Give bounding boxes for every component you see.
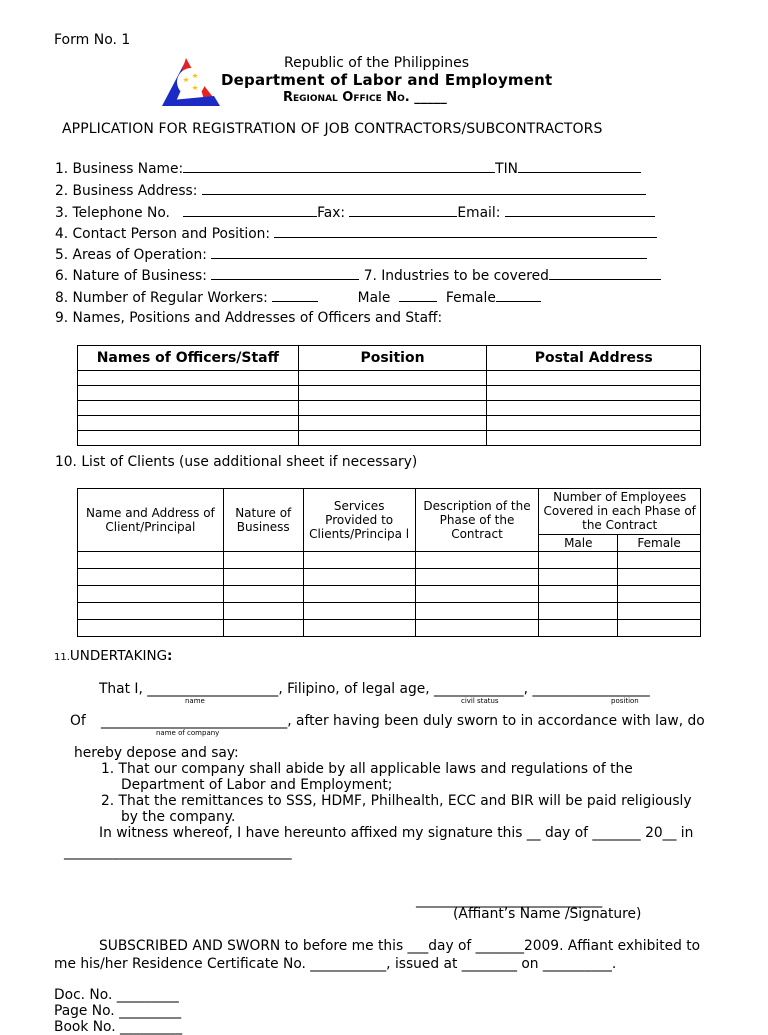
table-cell[interactable] [223,552,303,569]
table-row [78,401,701,416]
table-cell[interactable] [415,586,539,603]
table-row [78,603,701,620]
clients-header-row [78,489,701,535]
table-cell[interactable] [487,386,701,401]
col-header-female: Female [618,534,701,551]
page-no: Page No. _________ [54,1003,182,1019]
undertaking-item-2b: by the company. [121,809,236,825]
table-cell[interactable] [298,371,487,386]
field-business-address: 2. Business Address: [55,182,646,199]
table-cell[interactable] [303,552,415,569]
undertaking-line-1: That I, ___________________, Filipino, of legal age, _____________, _________________ [99,681,650,697]
undertaking-heading: 11.UNDERTAKING: [54,648,173,664]
table-row [78,586,701,603]
col-header-male: Male [539,534,618,551]
table-cell[interactable] [298,431,487,446]
table-cell[interactable] [415,620,539,637]
table-cell[interactable] [487,416,701,431]
table-cell[interactable] [539,620,618,637]
signature-caption: (Affiant’s Name /Signature) [453,906,642,922]
table-cell[interactable] [78,416,299,431]
table-cell[interactable] [487,401,701,416]
table-cell[interactable] [303,620,415,637]
table-cell[interactable] [539,603,618,620]
table-cell[interactable] [78,552,224,569]
table-row [78,431,701,446]
doc-no: Doc. No. _________ [54,987,179,1003]
field-nature-of-business: 6. Nature of Business: 7. Industries to be covered [55,267,661,284]
table-cell[interactable] [223,569,303,586]
table-cell[interactable] [78,569,224,586]
undertaking-witness: In witness whereof, I have hereunto affixed my signature this __ day of _______ 20__ in [99,825,694,841]
clients-label: 10. List of Clients (use additional sheet if necessary) [55,454,418,470]
field-business-name: 1. Business Name: TIN [55,160,641,177]
table-row [78,552,701,569]
table-row [78,620,701,637]
caption-company: name of company [156,729,220,737]
book-no: Book No. _________ [54,1019,183,1035]
table-cell[interactable] [298,386,487,401]
republic-text: Republic of the Philippines [284,55,470,71]
table-cell[interactable] [618,586,701,603]
table-cell[interactable] [487,371,701,386]
table-cell[interactable] [303,603,415,620]
undertaking-of: Of [70,713,86,729]
form-number: Form No. 1 [54,32,131,48]
table-cell[interactable] [487,431,701,446]
clients-table [77,488,701,637]
table-row [78,371,701,386]
table-cell[interactable] [303,569,415,586]
undertaking-line-2: ___________________________, after having been duly sworn to in accordance with law, do [101,713,705,729]
table-row [78,416,701,431]
table-cell[interactable] [223,586,303,603]
table-cell[interactable] [298,416,487,431]
field-contact-person: 4. Contact Person and Position: [55,225,657,242]
table-cell[interactable] [78,431,299,446]
col-header-client-name: Name and Address of Client/Principal [78,489,224,552]
jurat-line-1: SUBSCRIBED AND SWORN to before me this ___day of _______2009. Affiant exhibited to [99,938,701,954]
table-cell[interactable] [415,603,539,620]
table-cell[interactable] [539,552,618,569]
undertaking-item-1a: 1. That our company shall abide by all applicable laws and regulations of the [101,761,633,777]
table-cell[interactable] [223,620,303,637]
table-row [78,386,701,401]
table-cell[interactable] [78,620,224,637]
table-cell[interactable] [78,386,299,401]
table-cell[interactable] [618,620,701,637]
officers-header-row [78,346,701,371]
dole-logo [160,48,222,110]
table-cell[interactable] [618,603,701,620]
field-telephone: 3. Telephone No. Fax: Email: [55,204,655,221]
undertaking-line-3: hereby depose and say: [74,745,239,761]
col-header-phase: Description of the Phase of the Contract [415,489,539,552]
regional-office: Regional Office No. _____ [283,90,447,105]
undertaking-item-1b: Department of Labor and Employment; [121,777,393,793]
col-header-position: Position [298,346,487,371]
table-cell[interactable] [78,586,224,603]
table-cell[interactable] [618,569,701,586]
caption-position: position [611,697,639,705]
undertaking-item-2a: 2. That the remittances to SSS, HDMF, Philhealth, ECC and BIR will be paid religiously [101,793,692,809]
table-cell[interactable] [78,603,224,620]
table-cell[interactable] [298,401,487,416]
col-header-names: Names of Officers/Staff [78,346,299,371]
signature-line: ___________________________ [416,892,603,908]
table-row [78,569,701,586]
field-areas-of-operation: 5. Areas of Operation: [55,246,647,263]
field-regular-workers: 8. Number of Regular Workers: Male Female [55,289,541,306]
table-cell[interactable] [223,603,303,620]
field-officers-label: 9. Names, Positions and Addresses of Officers and Staff: [55,310,443,326]
table-cell[interactable] [618,552,701,569]
form-title: APPLICATION FOR REGISTRATION OF JOB CONTRACTORS/SUBCONTRACTORS [62,121,603,137]
undertaking-witness-place: _________________________________ [64,844,292,860]
department-name: Department of Labor and Employment [221,71,553,89]
col-header-employees: Number of Employees Covered in each Phase of the Contract [539,489,701,535]
table-cell[interactable] [303,586,415,603]
table-cell[interactable] [415,552,539,569]
table-cell[interactable] [78,371,299,386]
jurat-line-2: me his/her Residence Certificate No. ___________, issued at ________ on __________. [54,956,617,972]
officers-table [77,345,701,446]
table-cell[interactable] [78,401,299,416]
col-header-services: Services Provided to Clients/Principa l [303,489,415,552]
table-cell[interactable] [415,569,539,586]
col-header-postal-address: Postal Address [487,346,701,371]
table-cell[interactable] [539,586,618,603]
table-cell[interactable] [539,569,618,586]
caption-civil-status: civil status [461,697,499,705]
col-header-nature: Nature of Business [223,489,303,552]
caption-name: name [185,697,205,705]
